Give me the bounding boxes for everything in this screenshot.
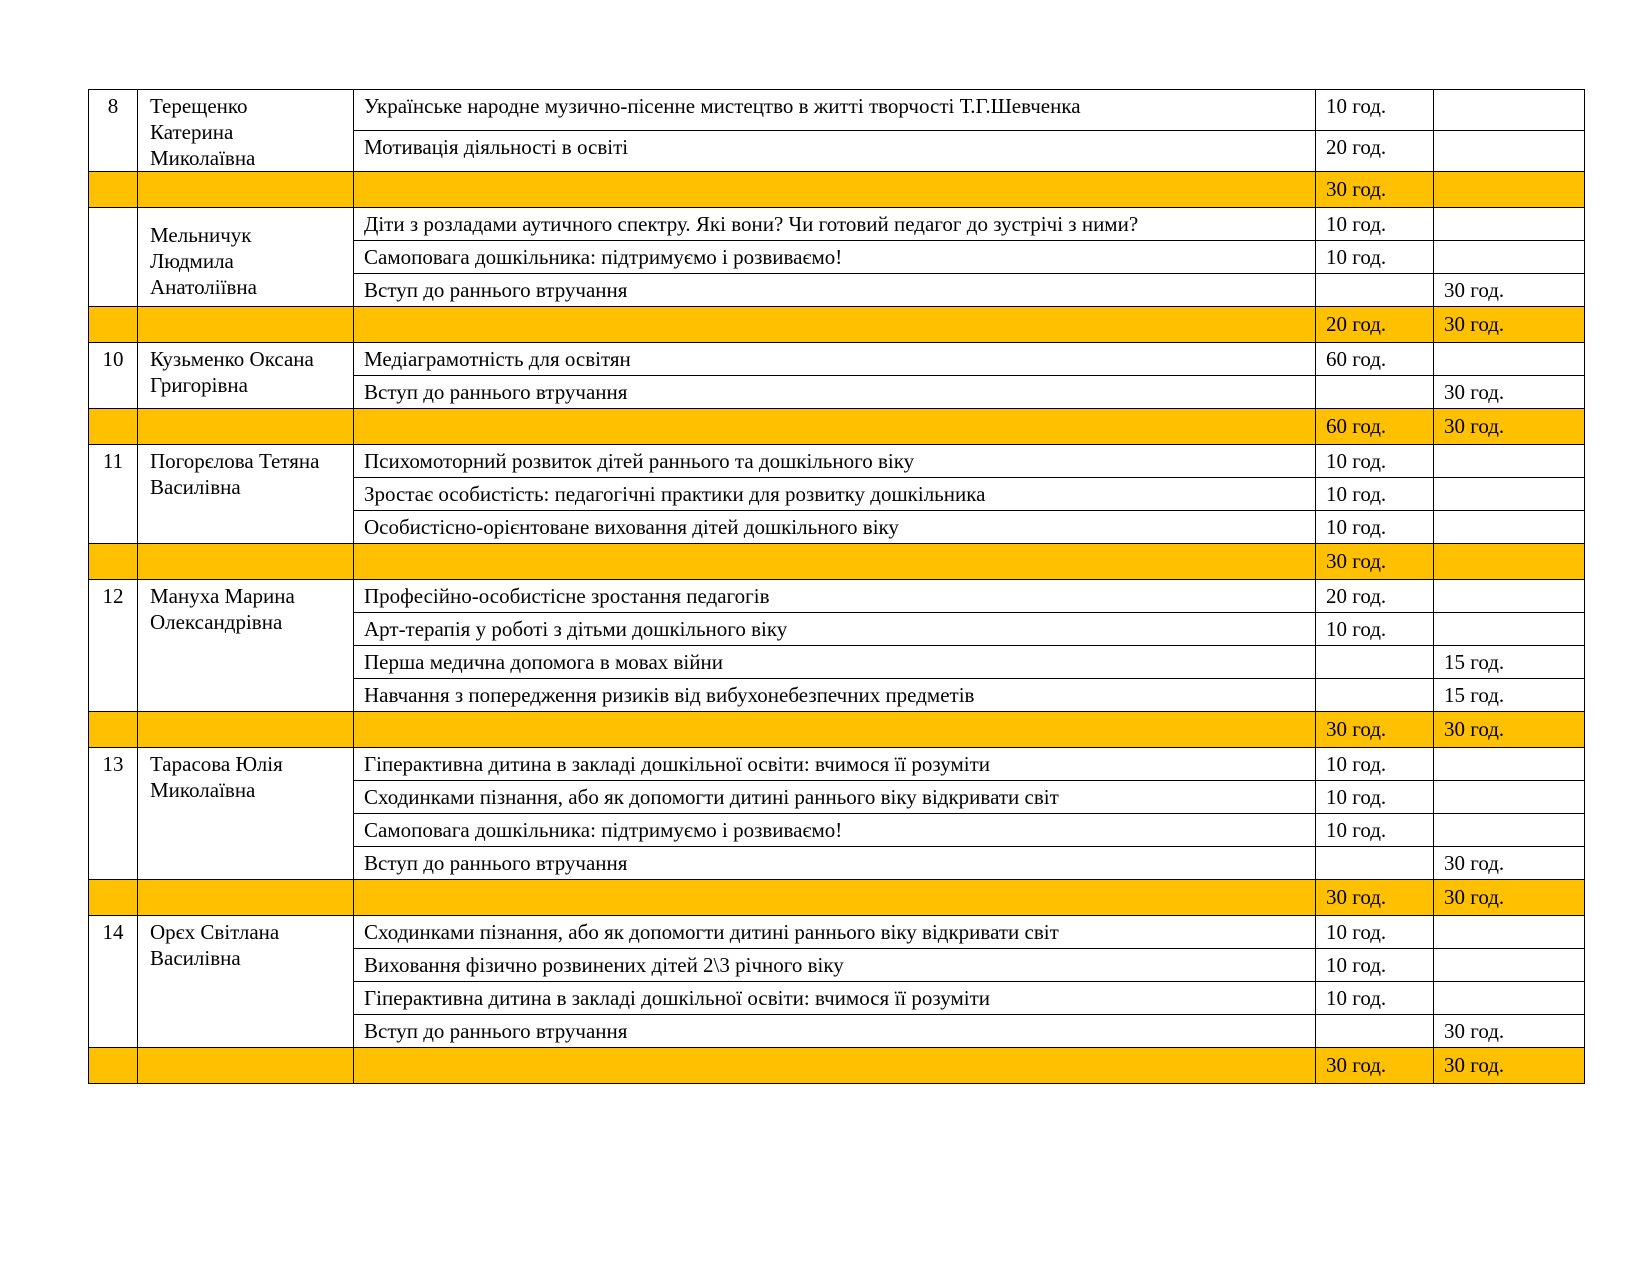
hours-column-b xyxy=(1434,511,1585,544)
hours-column-a: 60 год. xyxy=(1316,343,1434,376)
course-title-text: Медіаграмотність для освітян xyxy=(364,347,631,371)
course-title-text: Вступ до раннього втручання xyxy=(364,380,628,404)
teacher-name xyxy=(138,90,354,172)
course-title xyxy=(354,511,1316,544)
course-title xyxy=(354,613,1316,646)
course-title xyxy=(354,748,1316,781)
hours-column-a: 10 год. xyxy=(1316,613,1434,646)
hours-column-a: 10 год. xyxy=(1316,781,1434,814)
total-empty-title xyxy=(354,544,1316,580)
hours-column-a: 10 год. xyxy=(1316,814,1434,847)
course-title xyxy=(354,1015,1316,1048)
course-title xyxy=(354,343,1316,376)
course-row xyxy=(89,916,1585,949)
teacher-name-line: Анатоліївна xyxy=(150,275,257,299)
course-title-text: Особистісно-орієнтоване виховання дітей дошкільного віку xyxy=(364,515,899,539)
teacher-name xyxy=(138,445,354,544)
courses-table xyxy=(88,89,1585,1084)
hours-column-b xyxy=(1434,343,1585,376)
hours-column-a: 10 год. xyxy=(1316,511,1434,544)
teacher-name-line: Мельничук xyxy=(150,223,252,247)
hours-column-a xyxy=(1316,274,1434,307)
total-hours-b: 30 год. xyxy=(1434,307,1585,343)
hours-column-b xyxy=(1434,208,1585,241)
row-number: 11 xyxy=(89,445,138,544)
course-title xyxy=(354,376,1316,409)
row-number: 12 xyxy=(89,580,138,712)
course-row xyxy=(89,748,1585,781)
total-empty-title xyxy=(354,307,1316,343)
course-row xyxy=(89,580,1585,613)
total-empty-name xyxy=(138,712,354,748)
course-title xyxy=(354,131,1316,172)
hours-column-b xyxy=(1434,241,1585,274)
hours-column-b: 15 год. xyxy=(1434,679,1585,712)
total-empty-name xyxy=(138,172,354,208)
total-empty-number xyxy=(89,544,138,580)
total-empty-title xyxy=(354,409,1316,445)
teacher-name-line: Олександрівна xyxy=(150,610,283,634)
course-title-text: Українське народне музично-пісенне мистецтво в житті творчості Т.Г.Шевченка xyxy=(364,94,1081,118)
course-title-text: Виховання фізично розвинених дітей 2\3 річного віку xyxy=(364,953,844,977)
teacher-name-line: Василівна xyxy=(150,946,241,970)
total-hours-b xyxy=(1434,544,1585,580)
course-title-text: Вступ до раннього втручання xyxy=(364,851,628,875)
hours-column-b: 30 год. xyxy=(1434,376,1585,409)
hours-column-a: 10 год. xyxy=(1316,90,1434,131)
course-title xyxy=(354,478,1316,511)
course-title xyxy=(354,781,1316,814)
hours-column-b xyxy=(1434,982,1585,1015)
hours-column-a xyxy=(1316,376,1434,409)
teacher-name-line: Кузьменко Оксана xyxy=(150,347,314,371)
total-empty-name xyxy=(138,880,354,916)
total-empty-name xyxy=(138,544,354,580)
hours-column-b xyxy=(1434,613,1585,646)
course-title-text: Діти з розладами аутичного спектру. Які вони? Чи готовий педагог до зустрічі з ними? xyxy=(364,212,1139,236)
teacher-name-line: Григорівна xyxy=(150,373,248,397)
total-hours-a: 30 год. xyxy=(1316,172,1434,208)
total-hours-a: 30 год. xyxy=(1316,880,1434,916)
hours-column-a: 10 год. xyxy=(1316,208,1434,241)
hours-column-b xyxy=(1434,781,1585,814)
course-title xyxy=(354,949,1316,982)
total-empty-title xyxy=(354,712,1316,748)
course-row xyxy=(89,90,1585,131)
hours-column-b xyxy=(1434,478,1585,511)
hours-column-a: 10 год. xyxy=(1316,478,1434,511)
teacher-name-line: Василівна xyxy=(150,475,241,499)
teacher-name-line: Катерина xyxy=(150,120,234,144)
course-title xyxy=(354,580,1316,613)
course-title xyxy=(354,445,1316,478)
course-title xyxy=(354,847,1316,880)
course-title-text: Навчання з попередження ризиків від вибухонебезпечних предметів xyxy=(364,683,975,707)
hours-column-b xyxy=(1434,748,1585,781)
row-number: 14 xyxy=(89,916,138,1048)
course-title xyxy=(354,679,1316,712)
total-empty-number xyxy=(89,712,138,748)
course-title-text: Самоповага дошкільника: підтримуємо і розвиваємо! xyxy=(364,818,843,842)
total-empty-name xyxy=(138,307,354,343)
course-title xyxy=(354,208,1316,241)
course-title-text: Сходинками пізнання, або як допомогти дитині раннього віку відкривати світ xyxy=(364,785,1059,809)
row-number: 10 xyxy=(89,343,138,409)
course-row xyxy=(89,445,1585,478)
hours-column-a: 10 год. xyxy=(1316,982,1434,1015)
teacher-name-line: Миколаївна xyxy=(150,146,256,170)
course-title-text: Професійно-особистісне зростання педагогів xyxy=(364,584,770,608)
hours-column-a xyxy=(1316,646,1434,679)
total-hours-b: 30 год. xyxy=(1434,409,1585,445)
total-row xyxy=(89,880,1585,916)
row-number: 8 xyxy=(89,90,138,172)
total-hours-b: 30 год. xyxy=(1434,880,1585,916)
teacher-name xyxy=(138,580,354,712)
total-empty-number xyxy=(89,880,138,916)
total-empty-name xyxy=(138,409,354,445)
course-title-text: Арт-терапія у роботі з дітьми дошкільного віку xyxy=(364,617,788,641)
hours-column-b xyxy=(1434,580,1585,613)
teacher-name xyxy=(138,343,354,409)
course-title-text: Мотивація діяльності в освіті xyxy=(364,135,629,159)
course-title-text: Гіперактивна дитина в закладі дошкільної освіти: вчимося її розуміти xyxy=(364,986,990,1010)
hours-column-a: 10 год. xyxy=(1316,949,1434,982)
hours-column-b xyxy=(1434,814,1585,847)
total-empty-title xyxy=(354,880,1316,916)
teacher-name-line: Мануха Марина xyxy=(150,584,295,608)
course-title xyxy=(354,241,1316,274)
teacher-name-line: Тарасова Юлія xyxy=(150,752,283,776)
hours-column-b: 30 год. xyxy=(1434,1015,1585,1048)
hours-column-b: 30 год. xyxy=(1434,847,1585,880)
total-empty-number xyxy=(89,1048,138,1084)
course-title xyxy=(354,814,1316,847)
teacher-name xyxy=(138,916,354,1048)
total-empty-number xyxy=(89,409,138,445)
hours-column-b: 30 год. xyxy=(1434,274,1585,307)
total-row xyxy=(89,712,1585,748)
course-title-text: Самоповага дошкільника: підтримуємо і розвиваємо! xyxy=(364,245,843,269)
hours-column-a xyxy=(1316,847,1434,880)
course-title-text: Сходинками пізнання, або як допомогти дитині раннього віку відкривати світ xyxy=(364,920,1059,944)
total-empty-title xyxy=(354,1048,1316,1084)
hours-column-a: 20 год. xyxy=(1316,131,1434,172)
teacher-name-line: Миколаївна xyxy=(150,778,256,802)
hours-column-b xyxy=(1434,131,1585,172)
hours-column-a: 10 год. xyxy=(1316,445,1434,478)
hours-column-a: 10 год. xyxy=(1316,916,1434,949)
total-hours-b xyxy=(1434,172,1585,208)
course-title xyxy=(354,916,1316,949)
total-empty-number xyxy=(89,172,138,208)
course-title-text: Перша медична допомога в мовах війни xyxy=(364,650,723,674)
course-row xyxy=(89,343,1585,376)
course-title xyxy=(354,90,1316,131)
course-title xyxy=(354,274,1316,307)
hours-column-a xyxy=(1316,679,1434,712)
table-body xyxy=(89,90,1585,1084)
course-title-text: Психомоторний розвиток дітей раннього та дошкільного віку xyxy=(364,449,915,473)
teacher-name xyxy=(138,208,354,307)
total-hours-a: 60 год. xyxy=(1316,409,1434,445)
total-hours-a: 30 год. xyxy=(1316,712,1434,748)
hours-column-a: 10 год. xyxy=(1316,748,1434,781)
total-empty-number xyxy=(89,307,138,343)
hours-column-a: 20 год. xyxy=(1316,580,1434,613)
total-row xyxy=(89,544,1585,580)
row-number: 13 xyxy=(89,748,138,880)
total-row xyxy=(89,1048,1585,1084)
total-hours-b: 30 год. xyxy=(1434,712,1585,748)
total-row xyxy=(89,172,1585,208)
total-empty-title xyxy=(354,172,1316,208)
hours-column-b xyxy=(1434,916,1585,949)
total-row xyxy=(89,307,1585,343)
total-hours-b: 30 год. xyxy=(1434,1048,1585,1084)
total-row xyxy=(89,409,1585,445)
course-title-text: Гіперактивна дитина в закладі дошкільної освіти: вчимося її розуміти xyxy=(364,752,990,776)
teacher-name xyxy=(138,748,354,880)
course-row xyxy=(89,208,1585,241)
hours-column-a: 10 год. xyxy=(1316,241,1434,274)
teacher-name-line: Орєх Світлана xyxy=(150,920,280,944)
total-hours-a: 30 год. xyxy=(1316,1048,1434,1084)
hours-column-b xyxy=(1434,949,1585,982)
total-hours-a: 20 год. xyxy=(1316,307,1434,343)
hours-column-a xyxy=(1316,1015,1434,1048)
total-empty-name xyxy=(138,1048,354,1084)
course-title-text: Вступ до раннього втручання xyxy=(364,278,628,302)
teacher-name-line: Людмила xyxy=(150,249,234,273)
course-title-text: Вступ до раннього втручання xyxy=(364,1019,628,1043)
hours-column-b: 15 год. xyxy=(1434,646,1585,679)
course-title-text: Зростає особистість: педагогічні практики для розвитку дошкільника xyxy=(364,482,986,506)
row-number xyxy=(89,208,138,307)
hours-column-b xyxy=(1434,445,1585,478)
course-title xyxy=(354,982,1316,1015)
hours-column-b xyxy=(1434,90,1585,131)
total-hours-a: 30 год. xyxy=(1316,544,1434,580)
teacher-name-line: Погорєлова Тетяна xyxy=(150,449,320,473)
teacher-name-line: Терещенко xyxy=(150,94,248,118)
course-title xyxy=(354,646,1316,679)
